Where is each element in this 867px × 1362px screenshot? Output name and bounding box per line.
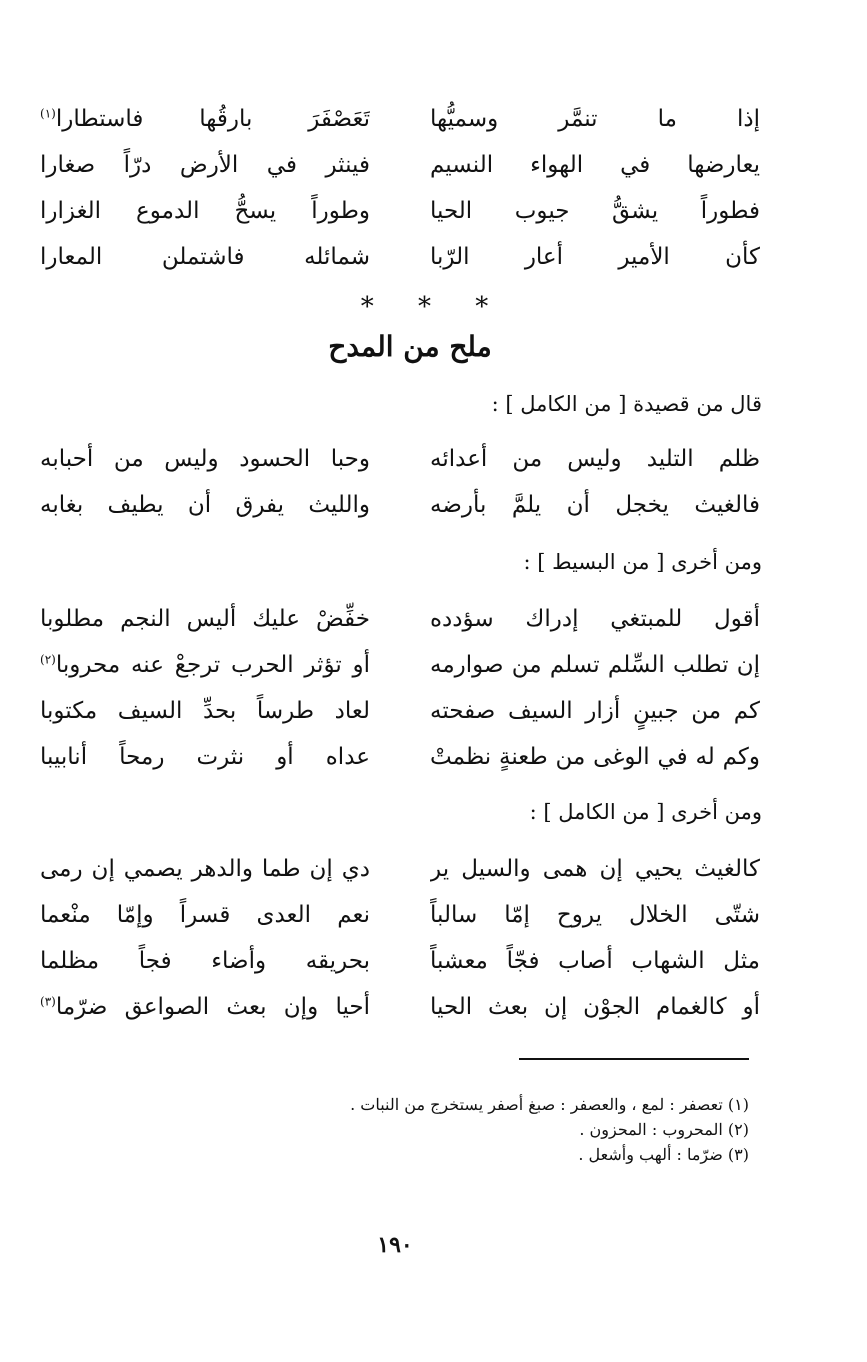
footnote-reference: (٢) [40,652,56,667]
verse-second-hemistich [40,482,370,528]
verse-line [40,846,760,892]
verse-line [40,96,760,142]
verse-second-hemistich [40,892,370,938]
verse-first-hemistich: إن تطلب السِّلم تسلم من صوارمه [430,652,760,678]
page-number: ١٩٠ [377,1232,413,1258]
verse-first-hemistich: كالغيث يحيي إن همى والسيل ير [430,856,760,882]
verse-second-hemistich [40,234,370,280]
poem-stanza-3 [40,596,760,780]
verse-second-hemistich [40,734,370,780]
verse-line [40,596,760,642]
verse-first-hemistich: كأن الأمير أعار الرّبا [430,244,760,270]
verse-second-hemistich-text: شمائله فاشتملن المعارا [40,244,370,270]
verse-first-hemistich: مثل الشهاب أصاب فجّاً معشباً [430,948,760,974]
footnote-item: (١) تعصفر : لمع ، والعصفر : صبغ أصفر يستخرج من النبات . [350,1095,749,1114]
verse-second-hemistich-text: وطوراً يسحُّ الدموع الغزارا [40,198,370,224]
verse-second-hemistich [40,188,370,234]
verse-first-hemistich: فطوراً يشقُّ جيوب الحيا [430,198,760,224]
footnote-item: (٢) المحروب : المحزون . [579,1120,749,1139]
verse-second-hemistich-text: خفِّضْ عليك أليس النجم مطلوبا [40,606,370,632]
verse-second-hemistich-text: أو تؤثر الحرب ترجعْ عنه محروبا [55,652,370,678]
verse-second-hemistich-text: لعاد طرساً بحدِّ السيف مكتوبا [40,698,370,724]
verse-first-hemistich: ظلم التليد وليس من أعدائه [430,446,760,472]
verse-line [40,688,760,734]
verse-second-hemistich [40,96,370,142]
verse-second-hemistich-text: تَعَصْفَرَ بارقُها فاستطارا [55,106,370,132]
verse-line [40,436,760,482]
verse-first-hemistich: يعارضها في الهواء النسيم [430,152,760,178]
verse-line [40,234,760,280]
verse-line [40,482,760,528]
verse-line [40,734,760,780]
footnote-item: (٣) ضرّما : ألهب وأشعل . [578,1145,749,1164]
section-title: ملح من المدح [328,330,492,363]
section-separator-stars: * * * [360,292,507,322]
verse-second-hemistich [40,596,370,642]
verse-second-hemistich [40,846,370,892]
verse-second-hemistich [40,642,370,688]
verse-second-hemistich-text: نعم العدى قسراً وإمّا منْعما [40,902,370,928]
verse-second-hemistich-text: أحيا وإن بعث الصواعق ضرّما [55,994,370,1020]
verse-second-hemistich-text: عداه أو نثرت رمحاً أنابيبا [40,744,370,770]
poem-stanza-1 [40,96,760,280]
verse-line [40,188,760,234]
verse-second-hemistich-text: دي إن طما والدهر يصمي إن رمى [40,856,370,882]
verse-first-hemistich: وكم له في الوغى من طعنةٍ نظمتْ [430,744,760,770]
verse-line [40,892,760,938]
verse-second-hemistich-text: فينثر في الأرض درّاً صغارا [40,152,370,178]
verse-second-hemistich [40,436,370,482]
verse-second-hemistich [40,688,370,734]
poem-intro-3: ومن أخرى [ من الكامل ] : [529,800,762,824]
verse-second-hemistich-text: بحريقه وأضاء فجاً مظلما [40,948,370,974]
verse-second-hemistich-text: وحبا الحسود وليس من أحبابه [40,446,370,472]
verse-first-hemistich: أو كالغمام الجوْن إن بعث الحيا [430,994,760,1020]
verse-second-hemistich [40,938,370,984]
poem-stanza-4 [40,846,760,1030]
verse-first-hemistich: إذا ما تنمَّر وسميُّها [430,106,760,132]
footnote-separator [519,1058,749,1060]
footnotes [350,1092,749,1167]
poem-stanza-2 [40,436,760,528]
poem-intro-1: قال من قصيدة [ من الكامل ] : [491,392,762,416]
verse-first-hemistich: أقول للمبتغي إدراك سؤدده [430,606,760,632]
verse-line [40,142,760,188]
verse-first-hemistich: كم من جبينٍ أزار السيف صفحته [430,698,760,724]
poem-intro-2: ومن أخرى [ من البسيط ] : [523,550,762,574]
footnote-reference: (٣) [40,994,56,1009]
verse-line [40,938,760,984]
verse-line [40,642,760,688]
verse-first-hemistich: شتّى الخلال يروح إمّا سالباً [430,902,760,928]
verse-second-hemistich-text: والليث يفرق أن يطيف بغابه [40,492,370,518]
footnote-reference: (١) [40,106,56,121]
verse-second-hemistich [40,142,370,188]
verse-line [40,984,760,1030]
verse-first-hemistich: فالغيث يخجل أن يلمَّ بأرضه [430,492,760,518]
verse-second-hemistich [40,984,370,1030]
